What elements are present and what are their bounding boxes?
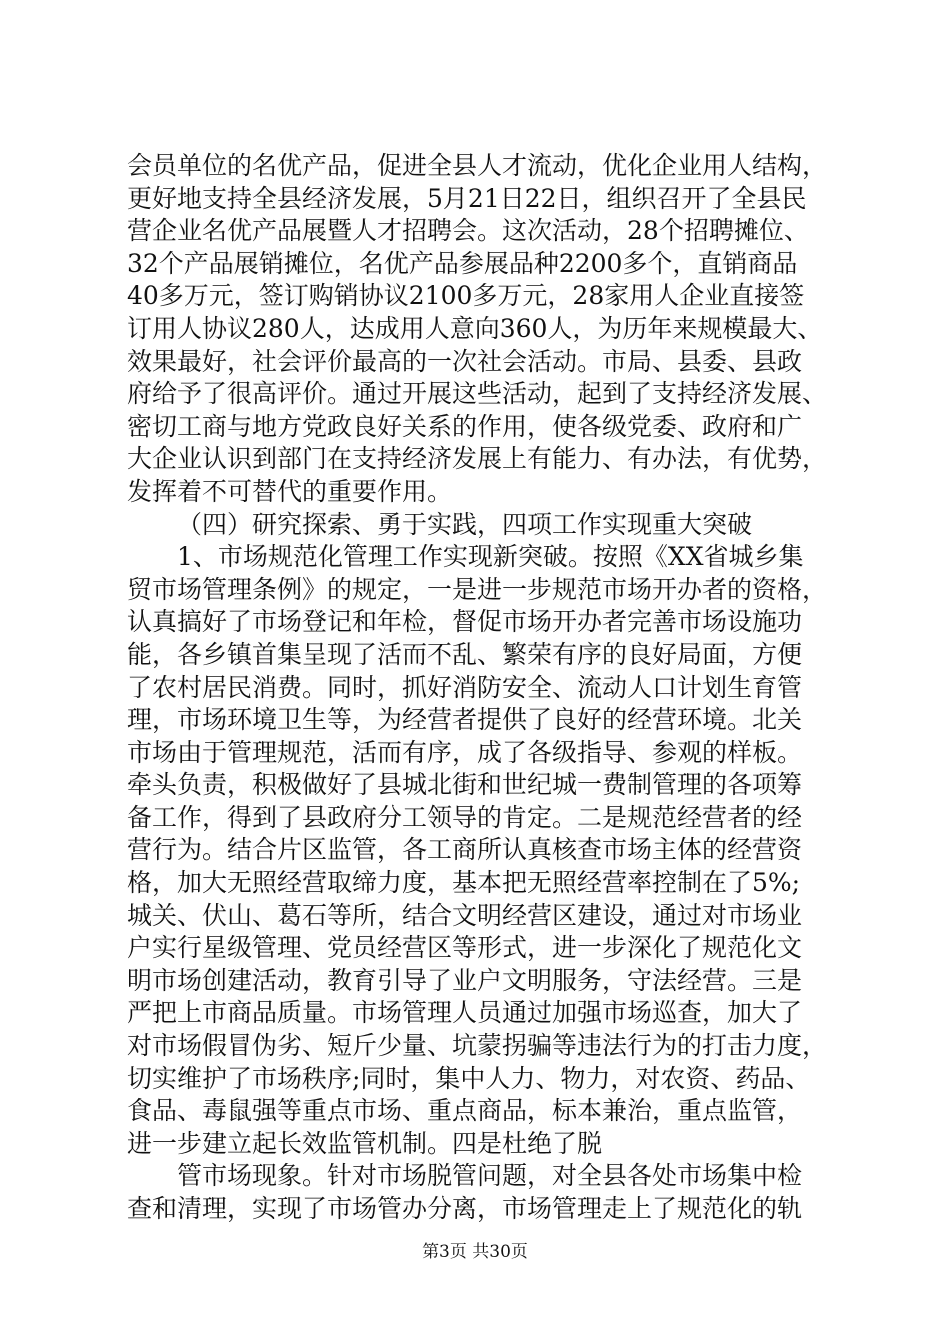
text-line: 了农村居民消费。同时，抓好消防安全、流动人口计划生育管 bbox=[127, 672, 803, 702]
text-line: 查和清理，实现了市场管办分离，市场管理走上了规范化的轨 bbox=[127, 1194, 803, 1223]
text-line: 发挥着不可替代的重要作用。 bbox=[127, 476, 453, 506]
text-line: 32个产品展销摊位，名优产品参展品种2200多个，直销商品 bbox=[127, 248, 798, 278]
text-line: 更好地支持全县经济发展，5月21日22日，组织召开了全县民 bbox=[127, 183, 807, 213]
text-line: 密切工商与地方党政良好关系的作用，使各级党委、政府和广 bbox=[127, 411, 803, 441]
text-line: 格，加大无照经营取缔力度，基本把无照经营率控制在了5%; bbox=[127, 868, 801, 898]
section-heading: （四）研究探索、勇于实践，四项工作实现重大突破 bbox=[177, 509, 753, 539]
paragraph-start-line: 1、市场规范化管理工作实现新突破。按照《XX省城乡集 bbox=[177, 542, 804, 572]
text-line: 明市场创建活动，教育引导了业户文明服务，守法经营。三是 bbox=[127, 965, 803, 995]
page-number-footer: 第3页 共30页 bbox=[422, 1242, 528, 1262]
text-line: 牵头负责，积极做好了县城北街和世纪城一费制管理的各项筹 bbox=[127, 770, 803, 800]
text-line: 能，各乡镇首集呈现了活而不乱、繁荣有序的良好局面，方便 bbox=[127, 639, 803, 669]
text-line: 大企业认识到部门在支持经济发展上有能力、有办法，有优势， bbox=[127, 444, 828, 474]
text-line: 食品、毒鼠强等重点市场、重点商品，标本兼治，重点监管， bbox=[127, 1096, 803, 1126]
paragraph-start-line: 管市场现象。针对市场脱管问题，对全县各处市场集中检 bbox=[177, 1161, 803, 1191]
text-line: 进一步建立起长效监管机制。四是杜绝了脱 bbox=[127, 1128, 603, 1158]
text-line: 40多万元，签订购销协议2100多万元，28家用人企业直接签 bbox=[127, 281, 805, 311]
text-line: 严把上市商品质量。市场管理人员通过加强市场巡查，加大了 bbox=[127, 998, 803, 1028]
text-line: 理，市场环境卫生等，为经营者提供了良好的经营环境。北关 bbox=[127, 705, 803, 735]
text-line: 户实行星级管理、党员经营区等形式，进一步深化了规范化文 bbox=[127, 933, 803, 963]
text-line: 订用人协议280人，达成用人意向360人，为历年来规模最大、 bbox=[127, 313, 823, 343]
text-line: 城关、伏山、葛石等所，结合文明经营区建设，通过对市场业 bbox=[127, 900, 803, 930]
text-line: 对市场假冒伪劣、短斤少量、坑蒙拐骗等违法行为的打击力度， bbox=[127, 1031, 828, 1061]
document-body bbox=[127, 150, 837, 1226]
text-line: 贸市场管理条例》的规定，一是进一步规范市场开办者的资格， bbox=[127, 574, 828, 604]
text-line: 效果最好，社会评价最高的一次社会活动。市局、县委、县政 bbox=[127, 346, 803, 376]
text-line: 备工作，得到了县政府分工领导的肯定。二是规范经营者的经 bbox=[127, 802, 803, 832]
text-line: 营行为。结合片区监管，各工商所认真核查市场主体的经营资 bbox=[127, 835, 803, 865]
text-line: 会员单位的名优产品，促进全县人才流动，优化企业用人结构， bbox=[127, 151, 828, 180]
text-line: 切实维护了市场秩序;同时，集中人力、物力，对农资、药品、 bbox=[127, 1063, 811, 1093]
text-line: 府给予了很高评价。通过开展这些活动，起到了支持经济发展、 bbox=[127, 379, 828, 409]
text-line: 市场由于管理规范，活而有序，成了各级指导、参观的样板。 bbox=[127, 737, 803, 767]
text-line: 认真搞好了市场登记和年检，督促市场开办者完善市场设施功 bbox=[127, 607, 803, 637]
text-line: 营企业名优产品展暨人才招聘会。这次活动，28个招聘摊位、 bbox=[127, 216, 809, 246]
